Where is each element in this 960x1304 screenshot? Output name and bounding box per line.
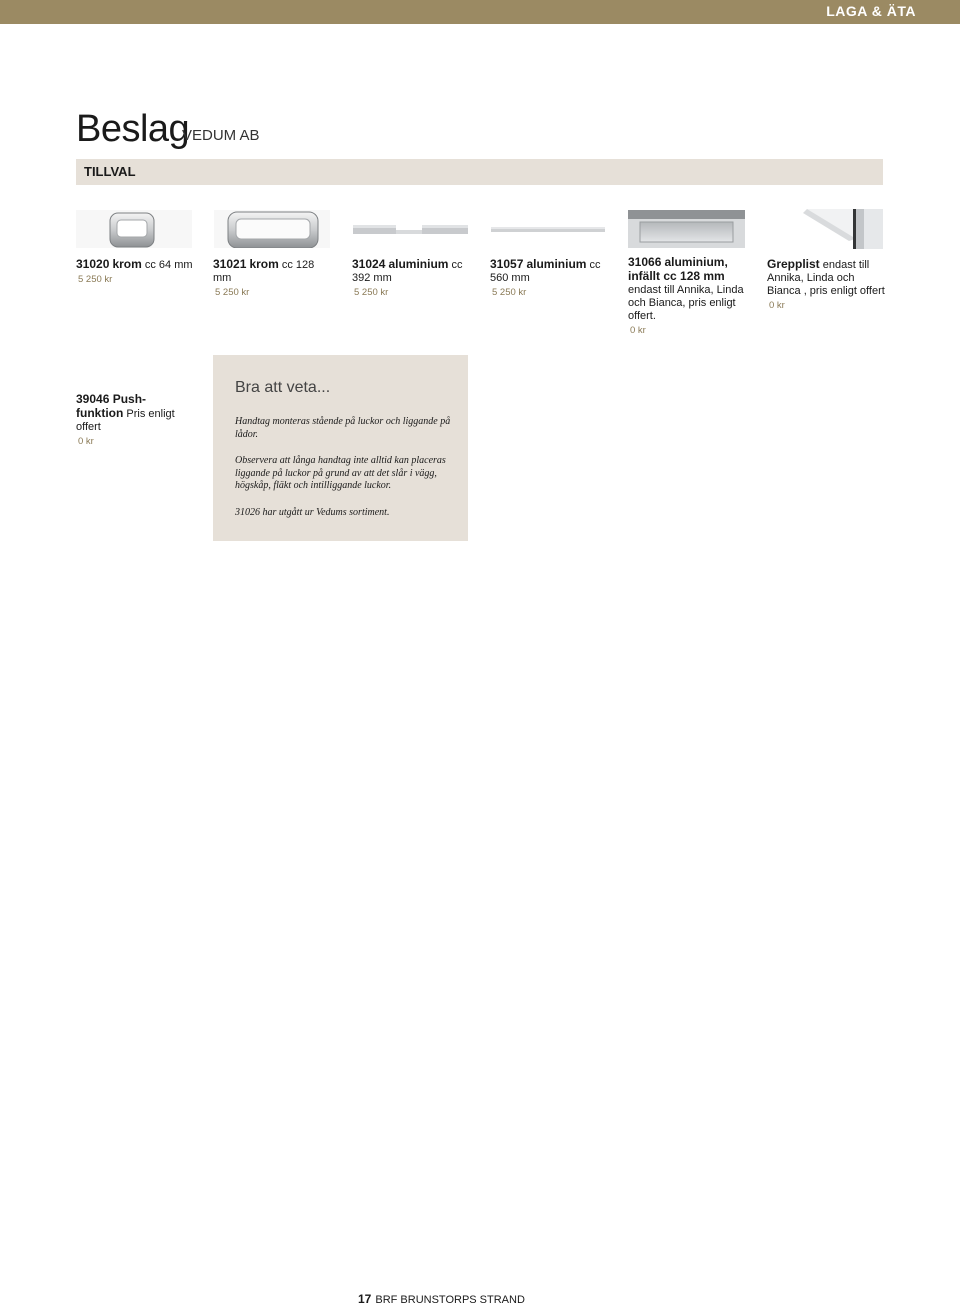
product-39046: 39046 Push-funktion Pris enligt offert 0 kr <box>76 392 175 447</box>
page-subtitle: VEDUM AB <box>182 127 260 144</box>
info-paragraph-1: Handtag monteras stående på luckor och liggande på lådor. <box>235 416 451 440</box>
info-paragraph-2: Observera att långa handtag inte alltid kan placeras liggande på luckor på grund av att det slår i vägg, högskåp, fläkt och intilliggande luckor. <box>235 455 446 491</box>
info-heading: Bra att veta... <box>235 379 331 396</box>
price: 5 250 kr <box>78 274 113 285</box>
price: 5 250 kr <box>215 287 250 298</box>
recessed-handle-image <box>628 210 745 248</box>
tillval-label: TILLVAL <box>84 164 136 179</box>
page-footer <box>358 1292 525 1304</box>
price: 0 kr <box>630 325 646 336</box>
product-31020: 31020 krom cc 64 mm 5 250 kr <box>76 258 204 286</box>
aluminium-bar-392-image <box>353 222 468 236</box>
product-31066: 31066 aluminium, infällt cc 128 mm endast till Annika, Linda och Bianca, pris enligt offert. 0 kr <box>628 256 746 337</box>
chrome-handle-long-image <box>214 210 330 248</box>
product-31021: 31021 krom cc 128 mm 5 250 kr <box>213 258 331 299</box>
info-box <box>213 355 468 541</box>
chrome-handle-short-image <box>76 210 192 248</box>
section-label: LAGA & ÄTA <box>826 3 916 19</box>
product-31057: 31057 aluminium cc 560 mm 5 250 kr <box>490 258 612 299</box>
price: 0 kr <box>78 436 94 447</box>
top-bar <box>0 0 960 24</box>
page-title: Beslag <box>76 108 190 150</box>
page-number: 17 <box>358 1292 372 1304</box>
aluminium-bar-560-image <box>491 224 605 236</box>
footer-text: BRF BRUNSTORPS STRAND <box>375 1294 525 1304</box>
grip-profile-image <box>767 209 883 249</box>
price: 0 kr <box>769 300 785 311</box>
product-31024: 31024 aluminium cc 392 mm 5 250 kr <box>352 258 474 299</box>
info-paragraph-3: 31026 har utgått ur Vedums sortiment. <box>235 507 390 518</box>
price: 5 250 kr <box>492 287 527 298</box>
price: 5 250 kr <box>354 287 389 298</box>
product-grepplist: Grepplist endast till Annika, Linda och Bianca , pris enligt offert 0 kr <box>767 258 889 312</box>
tillval-band <box>76 159 883 185</box>
